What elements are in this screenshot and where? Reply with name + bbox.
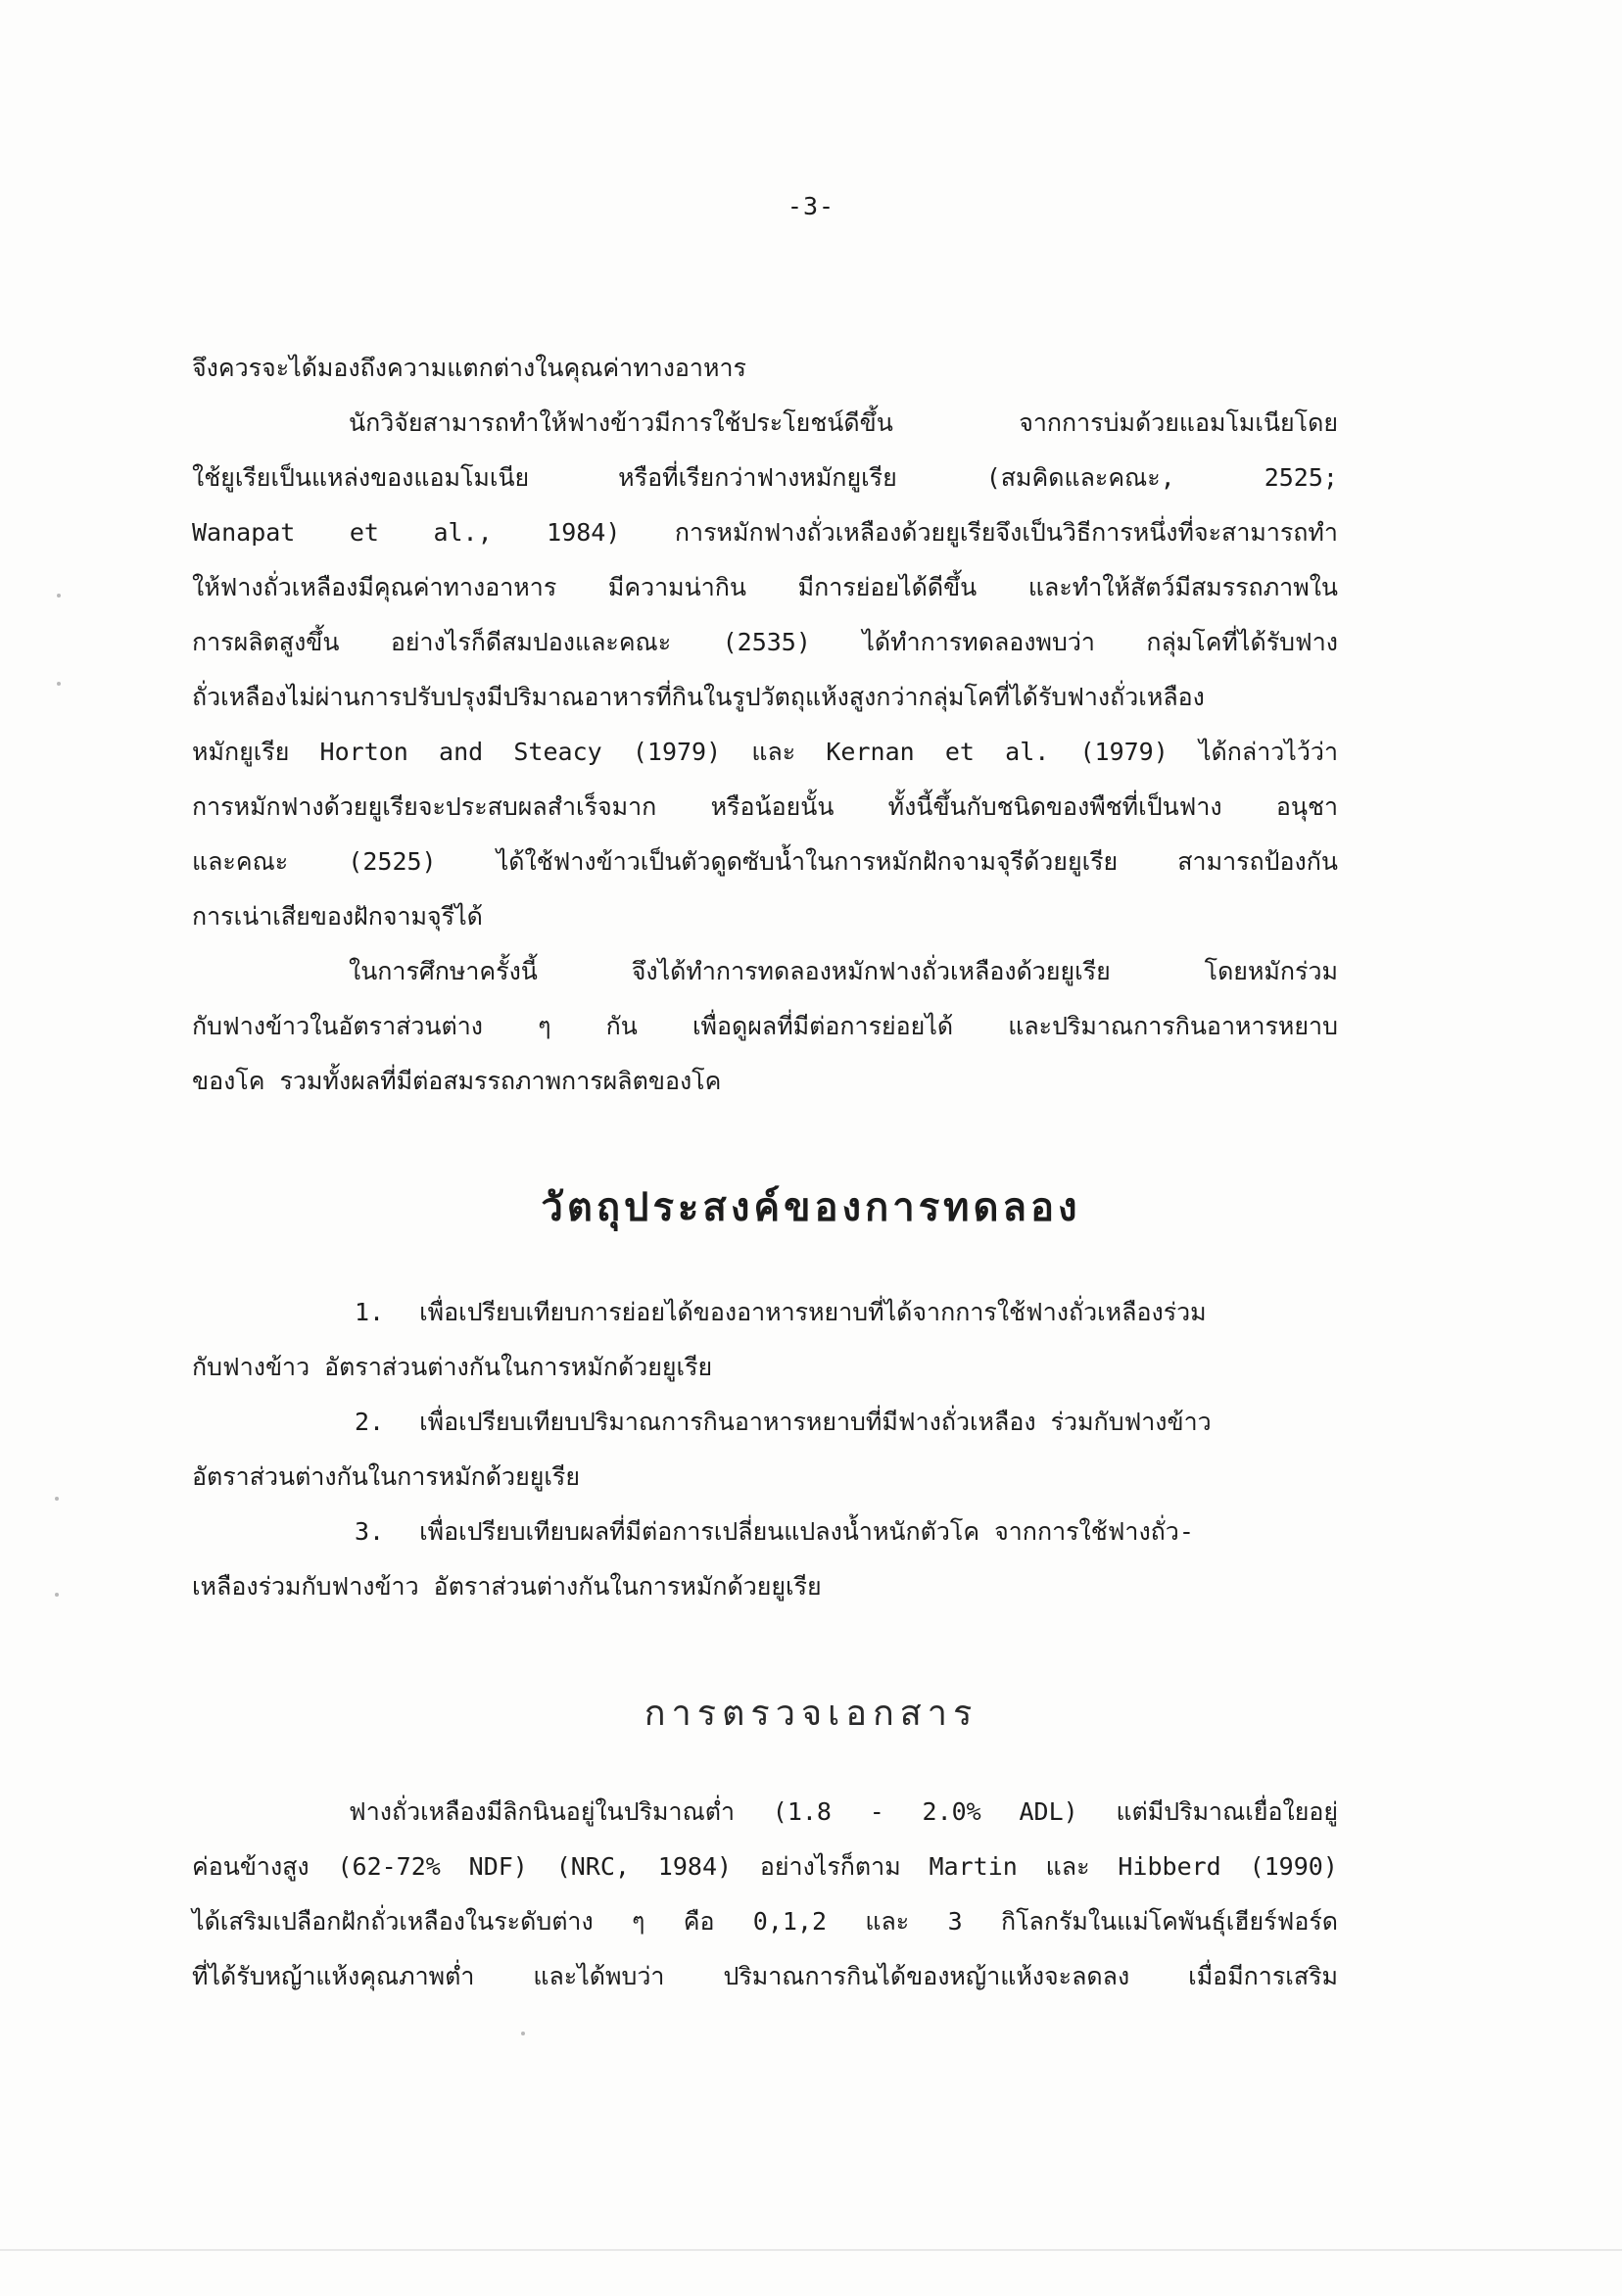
paragraph-2-line: ของโค รวมทั้งผลที่มีต่อสมรรถภาพการผลิตของโค xyxy=(192,1067,722,1095)
objective-item-1 xyxy=(192,1285,1338,1340)
paragraph-3-line: ค่อนข้างสูง (62-72% NDF) (NRC, 1984) อย่างไรก็ตาม Martin และ Hibberd (1990) xyxy=(192,1852,1338,1881)
objective-item-2 xyxy=(192,1395,1338,1450)
paragraph-2-line: กับฟางข้าวในอัตราส่วนต่าง ๆ กัน เพื่อดูผลที่มีต่อการย่อยได้ และปริมาณการกินอาหารหยาบ xyxy=(192,1012,1338,1040)
paragraph-3-line: ฟางถั่วเหลืองมีลิกนินอยู่ในปริมาณต่ำ (1.8 - 2.0% ADL) แต่มีปริมาณเยื่อใยอยู่ xyxy=(349,1797,1338,1826)
scan-speck xyxy=(55,1497,59,1501)
objective-item-3 xyxy=(192,1505,1338,1559)
body-text-upper xyxy=(192,341,1338,1109)
page-bottom-edge xyxy=(0,2249,1622,2251)
intro-line: จึงควรจะได้มองถึงความแตกต่างในคุณค่าทางอาหาร xyxy=(192,354,746,382)
paragraph-1-line: ให้ฟางถั่วเหลืองมีคุณค่าทางอาหาร มีความน่ากิน มีการย่อยได้ดีขึ้น และทำให้สัตว์มีสมรรถภาพใน xyxy=(192,573,1338,601)
objective-text: เพื่อเปรียบเทียบการย่อยได้ของอาหารหยาบที่ได้จากการใช้ฟางถั่วเหลืองร่วม xyxy=(419,1298,1207,1326)
body-text-lower xyxy=(192,1785,1338,2004)
scan-speck xyxy=(55,1593,59,1597)
scan-speck xyxy=(57,682,61,686)
objective-item-3-continuation: เหลืองร่วมกับฟางข้าว อัตราส่วนต่างกันในการหมักด้วยยูเรีย xyxy=(192,1572,822,1601)
paragraph-1-line: ใช้ยูเรียเป็นแหล่งของแอมโมเนีย หรือที่เรียกว่าฟางหมักยูเรีย (สมคิดและคณะ, 2525; xyxy=(192,463,1338,492)
objective-text: เพื่อเปรียบเทียบผลที่มีต่อการเปลี่ยนแปลงน้ำหนักตัวโค จากการใช้ฟางถั่ว- xyxy=(419,1517,1194,1546)
paragraph-1-line: และคณะ (2525) ได้ใช้ฟางข้าวเป็นตัวดูดซับน้ำในการหมักฝักจามจุรีด้วยยูเรีย สามารถป้องกัน xyxy=(192,847,1338,876)
objective-item-2-continuation: อัตราส่วนต่างกันในการหมักด้วยยูเรีย xyxy=(192,1462,580,1491)
objectives-list xyxy=(192,1285,1338,1614)
paragraph-1-line: การหมักฟางด้วยยูเรียจะประสบผลสำเร็จมาก หรือน้อยนั้น ทั้งนี้ขึ้นกับชนิดของพืชที่เป็นฟาง อนุชา xyxy=(192,792,1338,821)
objective-number: 2. xyxy=(355,1408,385,1436)
heading-literature-review: การตรวจเอกสาร xyxy=(644,1694,978,1734)
objective-item-1-continuation: กับฟางข้าว อัตราส่วนต่างกันในการหมักด้วยยูเรีย xyxy=(192,1353,713,1381)
heading-objectives: วัตถุประสงค์ของการทดลอง xyxy=(541,1185,1081,1230)
paragraph-1-line: หมักยูเรีย Horton and Steacy (1979) และ Kernan et al. (1979) ได้กล่าวไว้ว่า xyxy=(192,738,1338,766)
paragraph-2-line: ในการศึกษาครั้งนี้ จึงได้ทำการทดลองหมักฟางถั่วเหลืองด้วยยูเรีย โดยหมักร่วม xyxy=(349,957,1338,985)
paragraph-3-line: ได้เสริมเปลือกฝักถั่วเหลืองในระดับต่าง ๆ คือ 0,1,2 และ 3 กิโลกรัมในแม่โคพันธุ์เฮียร์ฟอร์ด xyxy=(192,1907,1338,1936)
objective-text: เพื่อเปรียบเทียบปริมาณการกินอาหารหยาบที่มีฟางถั่วเหลือง ร่วมกับฟางข้าว xyxy=(419,1408,1212,1436)
scan-speck xyxy=(521,2032,525,2035)
paragraph-1-line: ถั่วเหลืองไม่ผ่านการปรับปรุงมีปริมาณอาหารที่กินในรูปวัตถุแห้งสูงกว่ากลุ่มโคที่ได้รับฟางถั่วเหลือง xyxy=(192,683,1205,711)
paragraph-1-line: การเน่าเสียของฝักจามจุรีได้ xyxy=(192,902,483,931)
paragraph-1-line: การผลิตสูงขึ้น อย่างไรก็ดีสมปองและคณะ (2535) ได้ทำการทดลองพบว่า กลุ่มโคที่ได้รับฟาง xyxy=(192,628,1338,656)
paragraph-1-line: Wanapat et al., 1984) การหมักฟางถั่วเหลืองด้วยยูเรียจึงเป็นวิธีการหนึ่งที่จะสามารถทำ xyxy=(192,518,1338,547)
objective-number: 3. xyxy=(355,1517,385,1546)
objective-number: 1. xyxy=(355,1298,385,1326)
scan-speck xyxy=(57,594,61,598)
paragraph-3-line: ที่ได้รับหญ้าแห้งคุณภาพต่ำ และได้พบว่า ปริมาณการกินได้ของหญ้าแห้งจะลดลง เมื่อมีการเสริม xyxy=(192,1962,1338,1990)
paragraph-1-line: นักวิจัยสามารถทำให้ฟางข้าวมีการใช้ประโยชน์ดีขึ้น จากการบ่มด้วยแอมโมเนียโดย xyxy=(349,408,1338,437)
page-number: -3- xyxy=(787,192,835,220)
